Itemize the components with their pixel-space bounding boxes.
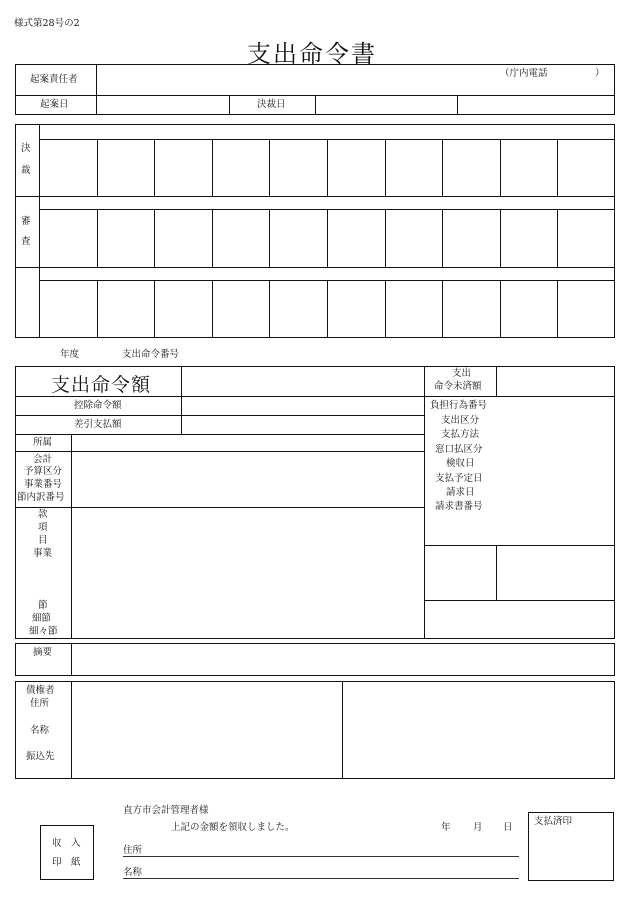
creditor-address-label: 住所: [30, 698, 50, 709]
drafter-label: 起案責任者: [30, 74, 78, 85]
budget-label-3: 事業番号: [24, 479, 63, 490]
date-year-label: 年: [441, 822, 451, 833]
form-code: 様式第28号の2: [14, 18, 80, 29]
page-title: 支出命令書: [247, 40, 377, 68]
right-label-2: 支出区分: [441, 415, 480, 426]
paid-stamp-label: 支払済印: [534, 816, 573, 827]
creditor-label: 債権者: [26, 685, 55, 696]
summary-box: [15, 643, 615, 676]
order-amount-label: 支出命令額: [51, 374, 152, 396]
order-box: [15, 366, 615, 639]
right-label-5: 検収日: [446, 458, 475, 469]
net-payment-label: 差引支払額: [74, 419, 122, 430]
stamp-label-1: 収 入: [52, 838, 81, 849]
paid-stamp-box: [528, 812, 614, 881]
item-label-3: 目: [38, 535, 48, 546]
right-label-7: 請求日: [446, 487, 475, 498]
receipt-name-label: 名称: [123, 867, 143, 878]
item-label-2: 項: [38, 522, 48, 533]
review-label-1: 審: [21, 216, 31, 227]
deduction-label: 控除命令額: [74, 400, 122, 411]
receipt-statement: 上記の金額を領収しました。: [171, 822, 295, 833]
approval-label-2: 裁: [21, 165, 31, 176]
budget-label-4: 節内訳番号: [17, 492, 65, 503]
year-label: 年度: [60, 349, 80, 360]
date-day-label: 日: [503, 822, 513, 833]
approval-grid: [15, 124, 615, 338]
item-label-1: 款: [38, 509, 48, 520]
date-month-label: 月: [473, 822, 483, 833]
creditor-name-label: 名称: [30, 725, 50, 736]
approval-date-label: 決裁日: [257, 99, 286, 110]
name-line: [123, 878, 519, 879]
revenue-stamp-box: [40, 825, 94, 880]
section-label-2: 細節: [32, 613, 52, 624]
right-label-3: 支払方法: [441, 429, 480, 440]
receipt-address-label: 住所: [123, 845, 143, 856]
creditor-box: [15, 681, 615, 779]
transfer-label: 振込先: [26, 751, 55, 762]
draft-date-label: 起案日: [40, 99, 69, 110]
budget-label-2: 予算区分: [24, 466, 63, 477]
summary-label: 摘要: [33, 647, 53, 658]
address-line: [123, 856, 519, 857]
addressee: 直方市会計管理者様: [123, 805, 209, 816]
stamp-label-2: 印 紙: [52, 857, 81, 868]
budget-label-1: 会計: [33, 454, 53, 465]
unpaid-label-1: 支出: [452, 368, 472, 379]
section-label-1: 節: [38, 600, 48, 611]
section-label-3: 細々節: [29, 626, 58, 637]
phone-label: （庁内電話 ）: [500, 68, 605, 79]
affiliation-label: 所属: [33, 437, 53, 448]
approval-label-1: 決: [21, 143, 31, 154]
right-label-1: 負担行為番号: [430, 400, 488, 411]
unpaid-label-2: 命令未済額: [434, 381, 482, 392]
right-label-8: 請求書番号: [435, 501, 483, 512]
item-label-4: 事業: [33, 548, 53, 559]
order-number-label: 支出命令番号: [122, 349, 180, 360]
right-label-4: 窓口払区分: [435, 444, 483, 455]
right-label-6: 支払予定日: [435, 473, 483, 484]
header-box: [15, 64, 615, 115]
review-label-2: 査: [21, 236, 31, 247]
